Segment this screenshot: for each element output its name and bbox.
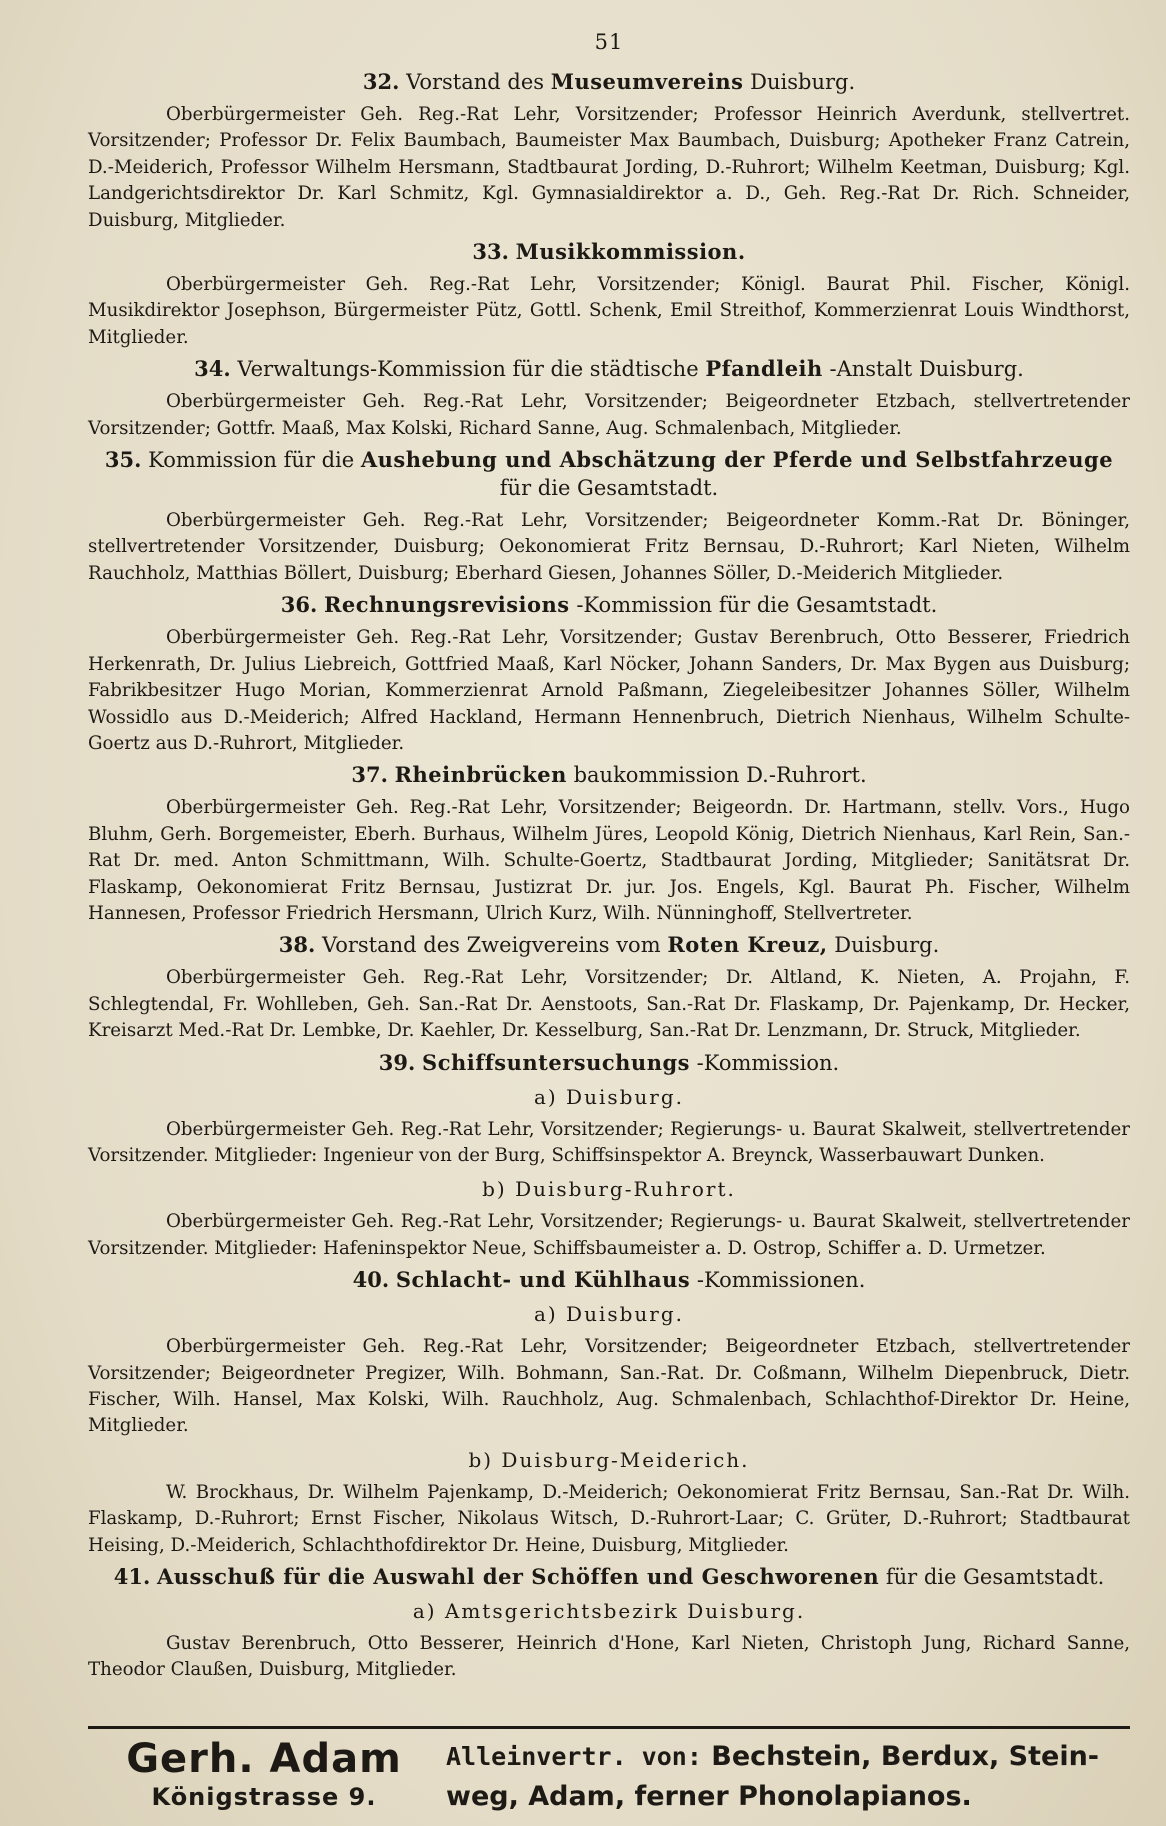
sections-list xyxy=(88,68,1130,1684)
section-title-post: -Kommissionen. xyxy=(696,1268,866,1293)
section-heading xyxy=(88,355,1130,383)
section-title-post: -Kommission für die Gesamtstadt. xyxy=(576,593,938,618)
section-title-bold: Roten Kreuz, xyxy=(667,932,828,958)
section-heading xyxy=(88,1563,1130,1591)
section-heading xyxy=(88,1049,1130,1077)
section-body: Oberbürgermeister Geh. Reg.-Rat Lehr, Vorsitzender; Gustav Berenbruch, Otto Besserer, Friedrich Herkenrath, Dr. Julius Liebreich, Gottfried Maaß, Karl Nöcker, Johann Sanders, Dr. Max Bygen aus Duisburg; Fabrikbesitzer Hugo Morian, Kommerzienrat Arnold Paßmann, Ziegeleibesitzer Johannes Söller, Wilhelm Wossidlo aus D.-Meiderich; Alfred Hackland, Hermann Hennenbruch, Dietrich Nienhaus, Wilhelm Schulte-Goertz aus D.-Ruhrort, Mitglieder. xyxy=(88,627,1130,754)
section-title-pre: Vorstand des xyxy=(406,70,545,94)
section-heading xyxy=(88,238,1130,266)
section-body: Gustav Berenbruch, Otto Besserer, Heinrich d'Hone, Karl Nieten, Christoph Jung, Richard Sanne, Theodor Claußen, Duisburg, Mitglieder. xyxy=(88,1633,1130,1681)
section-heading xyxy=(88,761,1130,789)
advertiser-block xyxy=(104,1737,424,1813)
page-number: 51 xyxy=(594,30,624,54)
subsection-label: b) Duisburg-Meiderich. xyxy=(468,1447,750,1472)
section-title-post: Duisburg. xyxy=(834,933,940,958)
section-body: Oberbürgermeister Geh. Reg.-Rat Lehr, Vorsitzender; Beigeordneter Etzbach, stellvertretender Vorsitzender; Beigeordneter Pregizer, Wilh. Bohmann, San.-Rat. Dr. Coßmann, Wilhelm Diepenbruck, Dietr. Fischer, Wilh. Hansel, Max Kolski, Wilh. Rauchholz, Aug. Schmalenbach, Schlachthof-Direktor Dr. Heine, Mitglieder. xyxy=(88,1336,1130,1437)
section-heading xyxy=(88,446,1130,502)
subsection-label: b) Duisburg-Ruhrort. xyxy=(482,1177,736,1202)
section-number: 37. xyxy=(351,762,388,788)
section-title-post: -Anstalt Duisburg. xyxy=(829,357,1024,382)
ad-line-2: weg, Adam, ferner Phonolapianos. xyxy=(446,1781,972,1812)
section-body: Oberbürgermeister Geh. Reg.-Rat Lehr, Vorsitzender; Beigeordneter Komm.-Rat Dr. Böninger, stellvertretender Vorsitzender, Duisburg; Oekonomierat Fritz Bernsau, D.-Ruhrort; Karl Nieten, Wilhelm Rauchholz, Matthias Böllert, Duisburg; Eberhard Giesen, Johannes Söller, D.-Meiderich Mitglieder. xyxy=(88,510,1130,584)
section-title-bold: Schlacht- und Kühlhaus xyxy=(395,1267,691,1293)
ad-line-1: Bechstein, Berdux, Stein- xyxy=(711,1741,1099,1772)
section-number: 39. xyxy=(378,1049,416,1075)
section-body: Oberbürgermeister Geh. Reg.-Rat Lehr, Vorsitzender; Beigeordn. Dr. Hartmann, stellv. Vors., Hugo Bluhm, Gerh. Borgemeister, Eberh. Burhaus, Wilhelm Jüres, Leopold König, Dietrich Nienhaus, Karl Rein, San.-Rat Dr. med. Anton Schmittmann, Wilh. Schulte-Goertz, Stadtbaurat Jording, Mitglieder; Sanitätsrat Dr. Flaskamp, Oekonomierat Fritz Bernsau, Justizrat Dr. jur. Jos. Engels, Kgl. Baurat Ph. Fischer, Wilhelm Hannesen, Professor Friedrich Hersmann, Ulrich Kurz, Wilh. Nünninghoff, Stellvertreter. xyxy=(88,797,1130,924)
subsection-label: a) Duisburg. xyxy=(533,1302,685,1327)
section-title-post: baukommission D.-Ruhrort. xyxy=(573,763,867,788)
section-body: W. Brockhaus, Dr. Wilhelm Pajenkamp, D.-Meiderich; Oekonomierat Fritz Bernsau, San.-Rat Dr. Wilh. Flaskamp, D.-Ruhrort; Ernst Fischer, Nikolaus Witsch, D.-Ruhrort-Laar; C. Grüter, D.-Ruhrort; Stadtbaurat Heising, D.-Meiderich, Schlachthofdirektor Dr. Heine, Duisburg, Mitglieder. xyxy=(88,1481,1130,1556)
section-number: 32. xyxy=(362,69,400,94)
section-title-pre: Vorstand des Zweigvereins vom xyxy=(321,933,661,958)
subsection-label: a) Amtsgerichtsbezirk Duisburg. xyxy=(412,1599,806,1624)
section-number: 33. xyxy=(472,239,509,265)
section-number: 40. xyxy=(352,1267,390,1293)
section-body: Oberbürgermeister Geh. Reg.-Rat Lehr, Vorsitzender; Königl. Baurat Phil. Fischer, Königl. Musikdirektor Josephson, Bürgermeister Pütz, Gottl. Schenk, Emil Streithof, Kommerzienrat Louis Windthorst, Mitglieder. xyxy=(88,274,1130,348)
section-title-bold: Pfandleih xyxy=(705,356,823,382)
section-body: Oberbürgermeister Geh. Reg.-Rat Lehr, Vorsitzender; Dr. Altland, K. Nieten, A. Projahn, F. Schlegtendal, Fr. Wohlleben, Geh. San.-Rat Dr. Aenstoots, San.-Rat Dr. Flaskamp, Dr. Pajenkamp, Dr. Hecker, Kreisarzt Med.-Rat Dr. Lembke, Dr. Kaehler, Dr. Kesselburg, San.-Rat Dr. Lenzmann, Dr. Struck, Mitglieder. xyxy=(88,967,1130,1042)
section-title-bold: Rheinbrücken xyxy=(394,762,567,788)
section-title-bold: Rechnungsrevisions xyxy=(323,592,570,618)
section-title-post: für die Gesamtstadt. xyxy=(499,476,719,501)
section-body: Oberbürgermeister Geh. Reg.-Rat Lehr, Vorsitzender; Beigeordneter Etzbach, stellvertretender Vorsitzender; Gottfr. Maaß, Max Kolski, Richard Sanne, Aug. Schmalenbach, Mitglieder. xyxy=(88,391,1130,439)
ad-prefix: Alleinvertr. von: xyxy=(446,1742,702,1771)
subsection-label: a) Duisburg. xyxy=(533,1084,685,1109)
section-heading xyxy=(88,931,1130,959)
section-number: 38. xyxy=(278,932,316,958)
page-content xyxy=(88,30,1130,1688)
section-title-bold: Museumvereins xyxy=(550,69,744,94)
section-heading xyxy=(88,1266,1130,1294)
section-title-post: -Kommission. xyxy=(696,1050,840,1075)
section-heading xyxy=(88,68,1130,96)
section-heading xyxy=(88,591,1130,619)
section-title-pre: Kommission für die xyxy=(148,448,355,473)
section-title-bold: Musikkommission. xyxy=(515,239,746,265)
advertiser-name: Gerh. Adam xyxy=(126,1736,402,1782)
section-title-post: Duisburg. xyxy=(750,70,856,94)
advertised-products xyxy=(446,1737,1130,1817)
section-title-pre: Verwaltungs-Kommission für die städtische xyxy=(237,357,699,382)
section-number: 36. xyxy=(280,592,318,618)
advertisement xyxy=(88,1726,1130,1821)
section-title-bold: Schiffsuntersuchungs xyxy=(422,1049,690,1075)
section-body: Oberbürgermeister Geh. Reg.-Rat Lehr, Vorsitzender; Regierungs- u. Baurat Skalweit, stellvertretender Vorsitzender. Mitglieder: Hafeninspektor Neue, Schiffsbaumeister a. D. Ostrop, Schiffer a. D. Urmetzer. xyxy=(88,1211,1130,1259)
section-number: 41. xyxy=(113,1564,151,1590)
section-body: Oberbürgermeister Geh. Reg.-Rat Lehr, Vorsitzender; Professor Heinrich Averdunk, stellvertret. Vorsitzender; Professor Dr. Felix Baumbach, Baumeister Max Baumbach, Duisburg; Apotheker Franz Catrein, D.-Meiderich, Professor Wilhelm Hersmann, Stadtbaurat Jording, D.-Ruhrort; Wilhelm Keetman, Duisburg; Kgl. Landgerichtsdirektor Dr. Karl Schmitz, Kgl. Gymnasialdirektor a. D., Geh. Reg.-Rat Dr. Rich. Schneider, Duisburg, Mitglieder. xyxy=(88,104,1130,231)
section-title-post: für die Gesamtstadt. xyxy=(885,1565,1105,1590)
section-title-bold: Ausschuß für die Auswahl der Schöffen und Geschworenen xyxy=(156,1564,880,1590)
section-number: 35. xyxy=(104,447,142,473)
section-body: Oberbürgermeister Geh. Reg.-Rat Lehr, Vorsitzender; Regierungs- u. Baurat Skalweit, stellvertretender Vorsitzender. Mitglieder: Ingenieur von der Burg, Schiffsinspektor A. Breynck, Wasserbauwart Dunken. xyxy=(88,1118,1130,1166)
section-number: 34. xyxy=(194,356,231,382)
advertiser-address: Königstrasse 9. xyxy=(151,1783,377,1811)
section-title-bold: Aushebung und Abschätzung der Pferde und Selbstfahrzeuge xyxy=(360,447,1114,473)
